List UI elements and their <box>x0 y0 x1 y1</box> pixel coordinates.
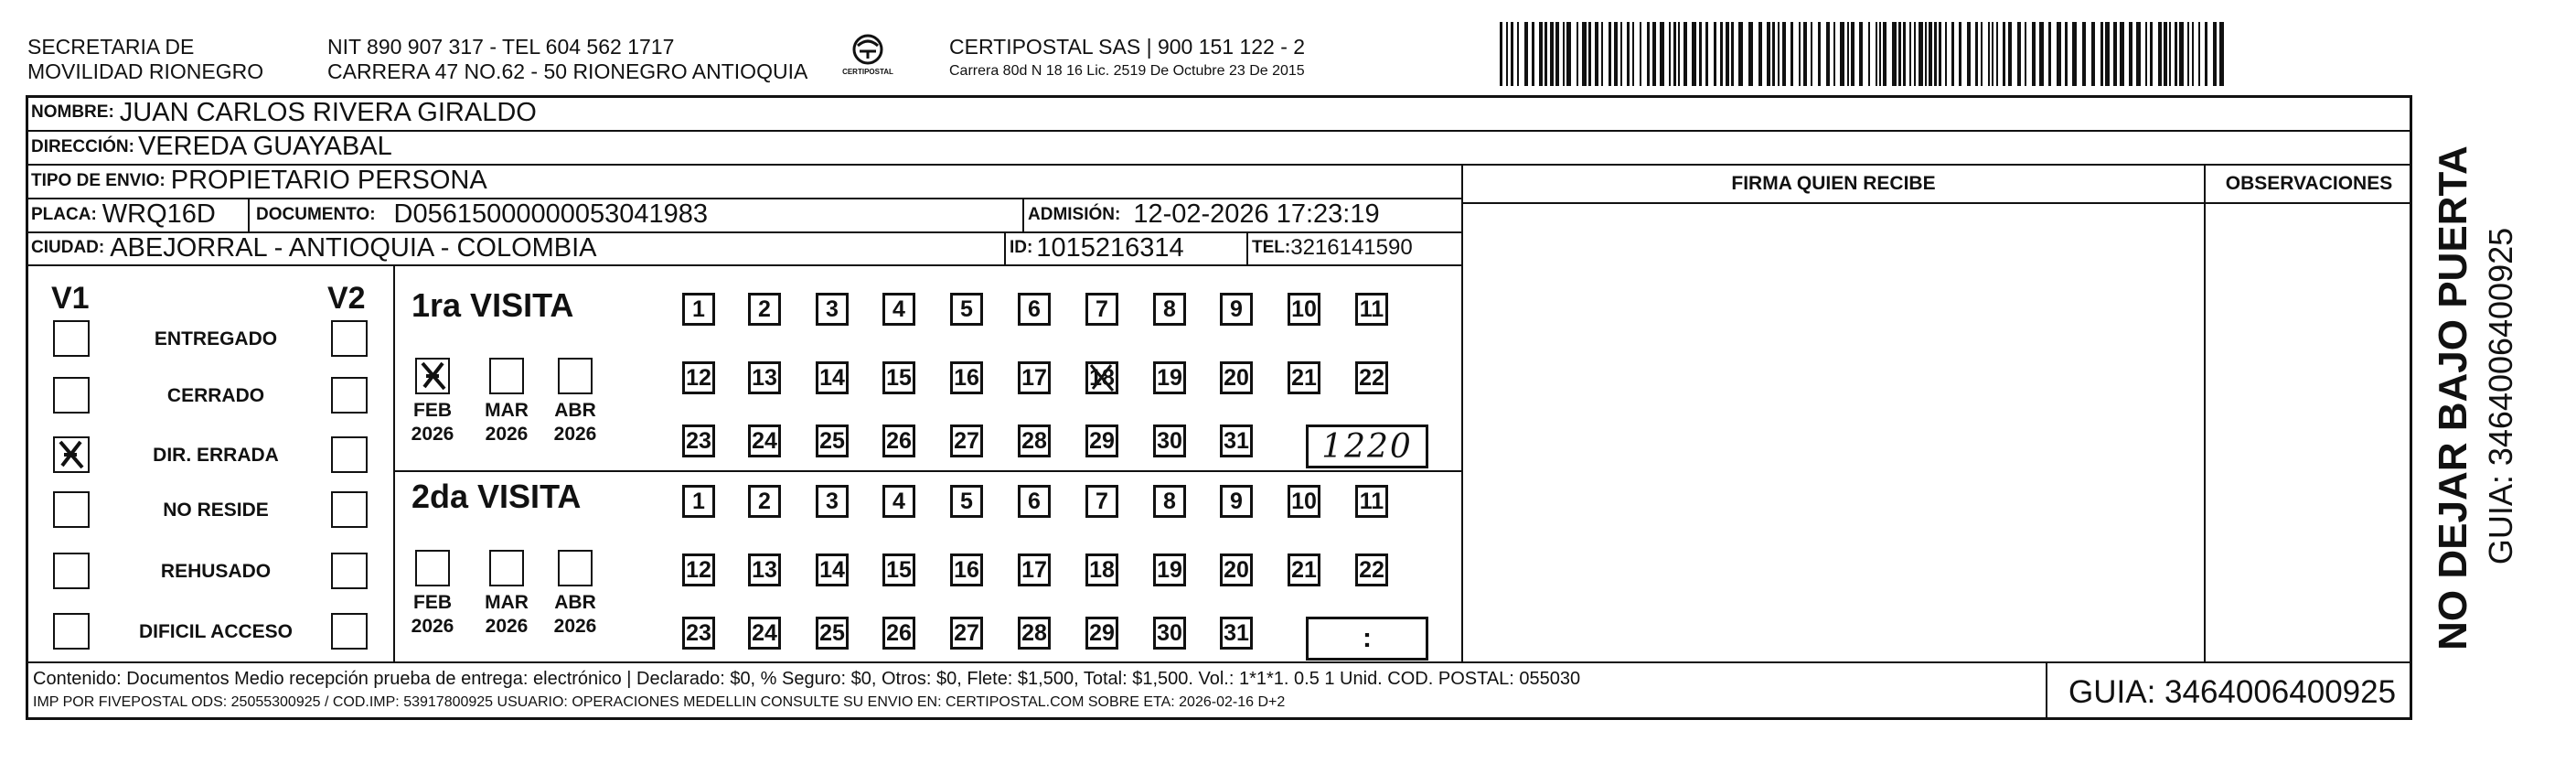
tel-label: TEL: <box>1252 238 1291 257</box>
day-number: 17 <box>1021 364 1047 391</box>
status-option-label: REHUSADO <box>160 561 272 582</box>
day-number: 26 <box>886 427 912 454</box>
day-number: 29 <box>1089 427 1115 454</box>
second-visit-time-box[interactable] <box>1306 617 1428 661</box>
v1-checkbox[interactable] <box>53 613 90 650</box>
firma-header <box>1463 167 2204 200</box>
first-visit-day-box[interactable] <box>682 293 715 326</box>
v1-checkbox[interactable] <box>53 320 90 357</box>
first-visit-day-box[interactable] <box>748 361 781 394</box>
day-number: 2 <box>758 296 771 322</box>
second-visit-day-box[interactable] <box>950 553 983 586</box>
second-visit-day-box[interactable] <box>1018 617 1051 650</box>
first-visit-day-box[interactable] <box>1153 424 1186 457</box>
second-visit-month-label <box>407 591 458 639</box>
day-number: 20 <box>1224 364 1249 391</box>
second-visit-label: 2da VISITA <box>412 478 582 515</box>
tipo-label: TIPO DE ENVIO: <box>31 170 166 190</box>
second-visit-month-checkbox[interactable] <box>415 550 450 586</box>
first-visit-day-box[interactable] <box>950 293 983 326</box>
day-number: 15 <box>886 364 912 391</box>
month-name: ABR <box>554 400 596 421</box>
first-visit-day-box[interactable] <box>1288 293 1320 326</box>
ciudad-value: ABEJORRAL - ANTIOQUIA - COLOMBIA <box>110 232 597 263</box>
month-name: ABR <box>554 592 596 613</box>
second-visit-month-label <box>481 591 532 639</box>
first-visit-day-box[interactable] <box>748 424 781 457</box>
firma-label: FIRMA QUIEN RECIBE <box>1731 172 1936 194</box>
nombre-label: NOMBRE: <box>31 102 114 122</box>
admision-label: ADMISIÓN: <box>1028 204 1121 224</box>
first-visit-day-box[interactable] <box>1018 361 1051 394</box>
v1-checkbox[interactable] <box>53 491 90 528</box>
tipo-row <box>31 164 487 198</box>
day-number: 28 <box>1021 619 1047 646</box>
courier-line: CERTIPOSTAL SAS | 900 151 122 - 2 <box>949 35 1306 59</box>
first-visit-day-box[interactable] <box>950 424 983 457</box>
issuer-contact <box>327 35 807 84</box>
status-option-label: CERRADO <box>166 385 265 406</box>
month-year: 2026 <box>485 616 529 637</box>
second-visit-day-box[interactable] <box>1018 553 1051 586</box>
second-visit-day-box[interactable] <box>1018 485 1051 518</box>
day-number: 1 <box>692 296 705 322</box>
first-visit-day-box[interactable] <box>816 293 849 326</box>
month-year: 2026 <box>411 424 454 445</box>
first-visit-day-box[interactable] <box>1220 424 1253 457</box>
first-visit-day-box[interactable] <box>882 361 915 394</box>
month-name: FEB <box>413 400 452 421</box>
day-number: 12 <box>686 364 711 391</box>
second-visit-day-box[interactable] <box>1085 485 1118 518</box>
day-number: 18 <box>1089 364 1115 391</box>
side-guia: GUIA: 3464006400925 <box>2482 227 2519 565</box>
first-visit-day-box[interactable] <box>748 293 781 326</box>
id-value: 1015216314 <box>1036 232 1184 263</box>
day-number: 4 <box>893 296 905 322</box>
second-visit-month-label <box>550 591 601 639</box>
address-line: CARRERA 47 NO.62 - 50 RIONEGRO ANTIOQUIA <box>327 59 808 83</box>
direccion-row <box>31 130 392 164</box>
issuer-line-2: MOVILIDAD RIONEGRO <box>27 59 264 83</box>
month-year: 2026 <box>411 616 454 637</box>
second-visit-day-box[interactable] <box>1220 553 1253 586</box>
second-visit-month-checkbox[interactable] <box>489 550 524 586</box>
day-number: 26 <box>886 619 912 646</box>
documento-value: D05615000000053041983 <box>393 199 709 229</box>
second-visit-day-box[interactable] <box>1355 485 1388 518</box>
second-visit-time-value: : <box>1363 623 1372 653</box>
first-visit-day-box[interactable] <box>1288 361 1320 394</box>
first-visit-day-box[interactable] <box>1220 361 1253 394</box>
certipostal-logo <box>834 31 902 84</box>
issuer <box>27 35 263 84</box>
day-number: 16 <box>954 556 979 583</box>
second-visit-day-box[interactable] <box>682 553 715 586</box>
month-year: 2026 <box>553 616 597 637</box>
first-visit-day-box[interactable] <box>882 424 915 457</box>
first-visit-day-box[interactable] <box>1153 361 1186 394</box>
second-visit-day-box[interactable] <box>682 485 715 518</box>
v1-checkbox[interactable] <box>53 436 90 473</box>
first-visit-month-label <box>481 399 532 446</box>
second-visit-day-box[interactable] <box>882 617 915 650</box>
second-visit-day-box[interactable] <box>1288 485 1320 518</box>
first-visit-day-box[interactable] <box>682 361 715 394</box>
day-number: 12 <box>686 556 711 583</box>
second-visit-day-box[interactable] <box>882 553 915 586</box>
first-visit-day-box[interactable] <box>882 293 915 326</box>
day-number: 10 <box>1291 488 1317 514</box>
v2-checkbox[interactable] <box>331 320 368 357</box>
v2-checkbox[interactable] <box>331 491 368 528</box>
observaciones-header <box>2206 167 2412 200</box>
first-visit-day-box[interactable] <box>950 361 983 394</box>
first-visit-day-box[interactable] <box>1220 293 1253 326</box>
day-number: 29 <box>1089 619 1115 646</box>
second-visit-day-box[interactable] <box>816 553 849 586</box>
first-visit-day-box[interactable] <box>816 361 849 394</box>
first-visit-day-box[interactable] <box>1085 361 1118 394</box>
day-number: 18 <box>1089 556 1115 583</box>
second-visit-day-box[interactable] <box>1085 553 1118 586</box>
second-visit-day-box[interactable] <box>1153 553 1186 586</box>
day-number: 23 <box>686 427 711 454</box>
first-visit-month-checkbox[interactable] <box>415 358 450 394</box>
first-visit-day-box[interactable] <box>1355 361 1388 394</box>
second-visit-day-box[interactable] <box>816 617 849 650</box>
tel-value: 3216141590 <box>1290 235 1413 260</box>
day-number: 14 <box>819 364 845 391</box>
v2-checkbox[interactable] <box>331 436 368 473</box>
second-visit-month-checkbox[interactable] <box>558 550 593 586</box>
day-number: 31 <box>1224 619 1249 646</box>
barcode <box>1500 22 2227 86</box>
day-number: 5 <box>960 488 973 514</box>
admision-cell <box>1028 198 1380 231</box>
day-number: 24 <box>752 619 777 646</box>
month-year: 2026 <box>485 424 529 445</box>
first-visit-day-box[interactable] <box>1018 293 1051 326</box>
day-number: 25 <box>819 619 845 646</box>
first-visit-day-box[interactable] <box>1085 424 1118 457</box>
day-number: 22 <box>1359 556 1384 583</box>
ciudad-cell <box>31 231 597 264</box>
direccion-label: DIRECCIÓN: <box>31 136 134 156</box>
month-name: FEB <box>413 592 452 613</box>
day-number: 30 <box>1157 619 1182 646</box>
id-label: ID: <box>1010 238 1033 257</box>
second-visit-day-box[interactable] <box>882 485 915 518</box>
day-number: 21 <box>1291 556 1317 583</box>
second-visit-day-box[interactable] <box>950 485 983 518</box>
v1-checkbox[interactable] <box>53 377 90 414</box>
month-name: MAR <box>485 400 529 421</box>
day-number: 6 <box>1028 488 1041 514</box>
first-visit-time-box[interactable] <box>1306 424 1428 468</box>
day-number: 3 <box>826 296 839 322</box>
v2-checkbox[interactable] <box>331 553 368 589</box>
day-number: 11 <box>1359 296 1384 322</box>
second-visit-day-box[interactable] <box>1153 617 1186 650</box>
day-number: 27 <box>954 619 979 646</box>
direccion-value: VEREDA GUAYABAL <box>137 132 392 161</box>
status-option-label: DIFICIL ACCESO <box>138 621 293 642</box>
day-number: 9 <box>1230 488 1243 514</box>
day-number: 9 <box>1230 296 1243 322</box>
nombre-row <box>31 95 537 130</box>
day-number: 19 <box>1157 556 1182 583</box>
id-cell <box>1010 231 1184 264</box>
license-line: Carrera 80d N 18 16 Lic. 2519 De Octubre 23 De 2015 <box>949 63 1305 79</box>
second-visit-day-box[interactable] <box>748 485 781 518</box>
day-number: 25 <box>819 427 845 454</box>
first-visit-day-box[interactable] <box>1355 293 1388 326</box>
day-number: 1 <box>692 488 705 514</box>
month-name: MAR <box>485 592 529 613</box>
day-number: 17 <box>1021 556 1047 583</box>
first-visit-time-value: 1220 <box>1321 427 1413 466</box>
placa-label: PLACA: <box>31 204 97 224</box>
logo-text: CERTIPOSTAL <box>842 68 893 76</box>
day-number: 30 <box>1157 427 1182 454</box>
v1-header: V1 <box>51 281 90 316</box>
day-number: 13 <box>752 364 777 391</box>
ciudad-label: CIUDAD: <box>31 238 105 257</box>
contenido-line: Contenido: Documentos Medio recepción prueba de entrega: electrónico | Declarado: $0, % Seguro: $0, Otros: $0, Flete: $1,500, Total: $1,500. Vol.: 1*1*1. 0.5 1 Unid. COD. POSTAL: 055030 <box>33 669 1581 689</box>
day-number: 8 <box>1163 296 1176 322</box>
day-number: 23 <box>686 619 711 646</box>
tel-cell <box>1252 231 1413 264</box>
day-number: 31 <box>1224 427 1249 454</box>
side-text <box>2419 101 2528 719</box>
first-visit-day-box[interactable] <box>1018 424 1051 457</box>
day-number: 2 <box>758 488 771 514</box>
first-visit-day-box[interactable] <box>816 424 849 457</box>
first-visit-day-box[interactable] <box>1153 293 1186 326</box>
documento-cell <box>256 198 708 231</box>
courier-info <box>949 35 1305 81</box>
v1-checkbox[interactable] <box>53 553 90 589</box>
day-number: 24 <box>752 427 777 454</box>
placa-cell <box>31 198 216 231</box>
day-number: 7 <box>1096 296 1108 322</box>
documento-label: DOCUMENTO: <box>256 204 376 224</box>
first-visit-month-checkbox[interactable] <box>489 358 524 394</box>
day-number: 11 <box>1359 488 1384 514</box>
second-visit-day-box[interactable] <box>1220 485 1253 518</box>
day-number: 14 <box>819 556 845 583</box>
day-number: 6 <box>1028 296 1041 322</box>
day-number: 22 <box>1359 364 1384 391</box>
day-number: 27 <box>954 427 979 454</box>
second-visit-day-box[interactable] <box>816 485 849 518</box>
status-option-label: NO RESIDE <box>163 500 269 521</box>
first-visit-day-box[interactable] <box>1085 293 1118 326</box>
second-visit-day-box[interactable] <box>1153 485 1186 518</box>
second-visit-day-box[interactable] <box>1220 617 1253 650</box>
day-number: 21 <box>1291 364 1317 391</box>
day-number: 5 <box>960 296 973 322</box>
day-number: 10 <box>1291 296 1317 322</box>
day-number: 28 <box>1021 427 1047 454</box>
second-visit-day-box[interactable] <box>1288 553 1320 586</box>
observaciones-label: OBSERVACIONES <box>2225 172 2393 194</box>
issuer-line-1: SECRETARIA DE <box>27 35 195 59</box>
tipo-value: PROPIETARIO PERSONA <box>170 166 487 195</box>
second-visit-day-box[interactable] <box>1085 617 1118 650</box>
second-visit-day-box[interactable] <box>950 617 983 650</box>
status-option-label: DIR. ERRADA <box>153 445 279 466</box>
day-number: 7 <box>1096 488 1108 514</box>
first-visit-label: 1ra VISITA <box>412 286 574 324</box>
second-visit-day-box[interactable] <box>748 553 781 586</box>
admision-value: 12-02-2026 17:23:19 <box>1133 199 1380 229</box>
second-visit-day-box[interactable] <box>682 617 715 650</box>
day-number: 19 <box>1157 364 1182 391</box>
v2-checkbox[interactable] <box>331 377 368 414</box>
month-year: 2026 <box>553 424 597 445</box>
v2-header: V2 <box>327 281 366 316</box>
first-visit-month-label <box>550 399 601 446</box>
nombre-value: JUAN CARLOS RIVERA GIRALDO <box>119 97 537 127</box>
day-number: 16 <box>954 364 979 391</box>
day-number: 8 <box>1163 488 1176 514</box>
footer-guia: GUIA: 3464006400925 <box>2068 674 2397 710</box>
status-option-label: ENTREGADO <box>154 328 278 349</box>
second-visit-day-box[interactable] <box>748 617 781 650</box>
first-visit-month-checkbox[interactable] <box>558 358 593 394</box>
day-number: 13 <box>752 556 777 583</box>
imp-line: IMP POR FIVEPOSTAL ODS: 25055300925 / COD.IMP: 53917800925 USUARIO: OPERACIONES MEDELLIN CONSULTE SU ENVIO EN: CERTIPOSTAL.COM SOBRE ETA: 2026-02-16 D+2 <box>33 694 1286 710</box>
first-visit-month-label <box>407 399 458 446</box>
nit-line: NIT 890 907 317 - TEL 604 562 1717 <box>327 35 675 59</box>
day-number: 15 <box>886 556 912 583</box>
placa-value: WRQ16D <box>102 199 216 229</box>
day-number: 20 <box>1224 556 1249 583</box>
first-visit-day-box[interactable] <box>682 424 715 457</box>
side-warning: NO DEJAR BAJO PUERTA <box>2431 145 2475 650</box>
v2-checkbox[interactable] <box>331 613 368 650</box>
second-visit-day-box[interactable] <box>1355 553 1388 586</box>
day-number: 3 <box>826 488 839 514</box>
day-number: 4 <box>893 488 905 514</box>
